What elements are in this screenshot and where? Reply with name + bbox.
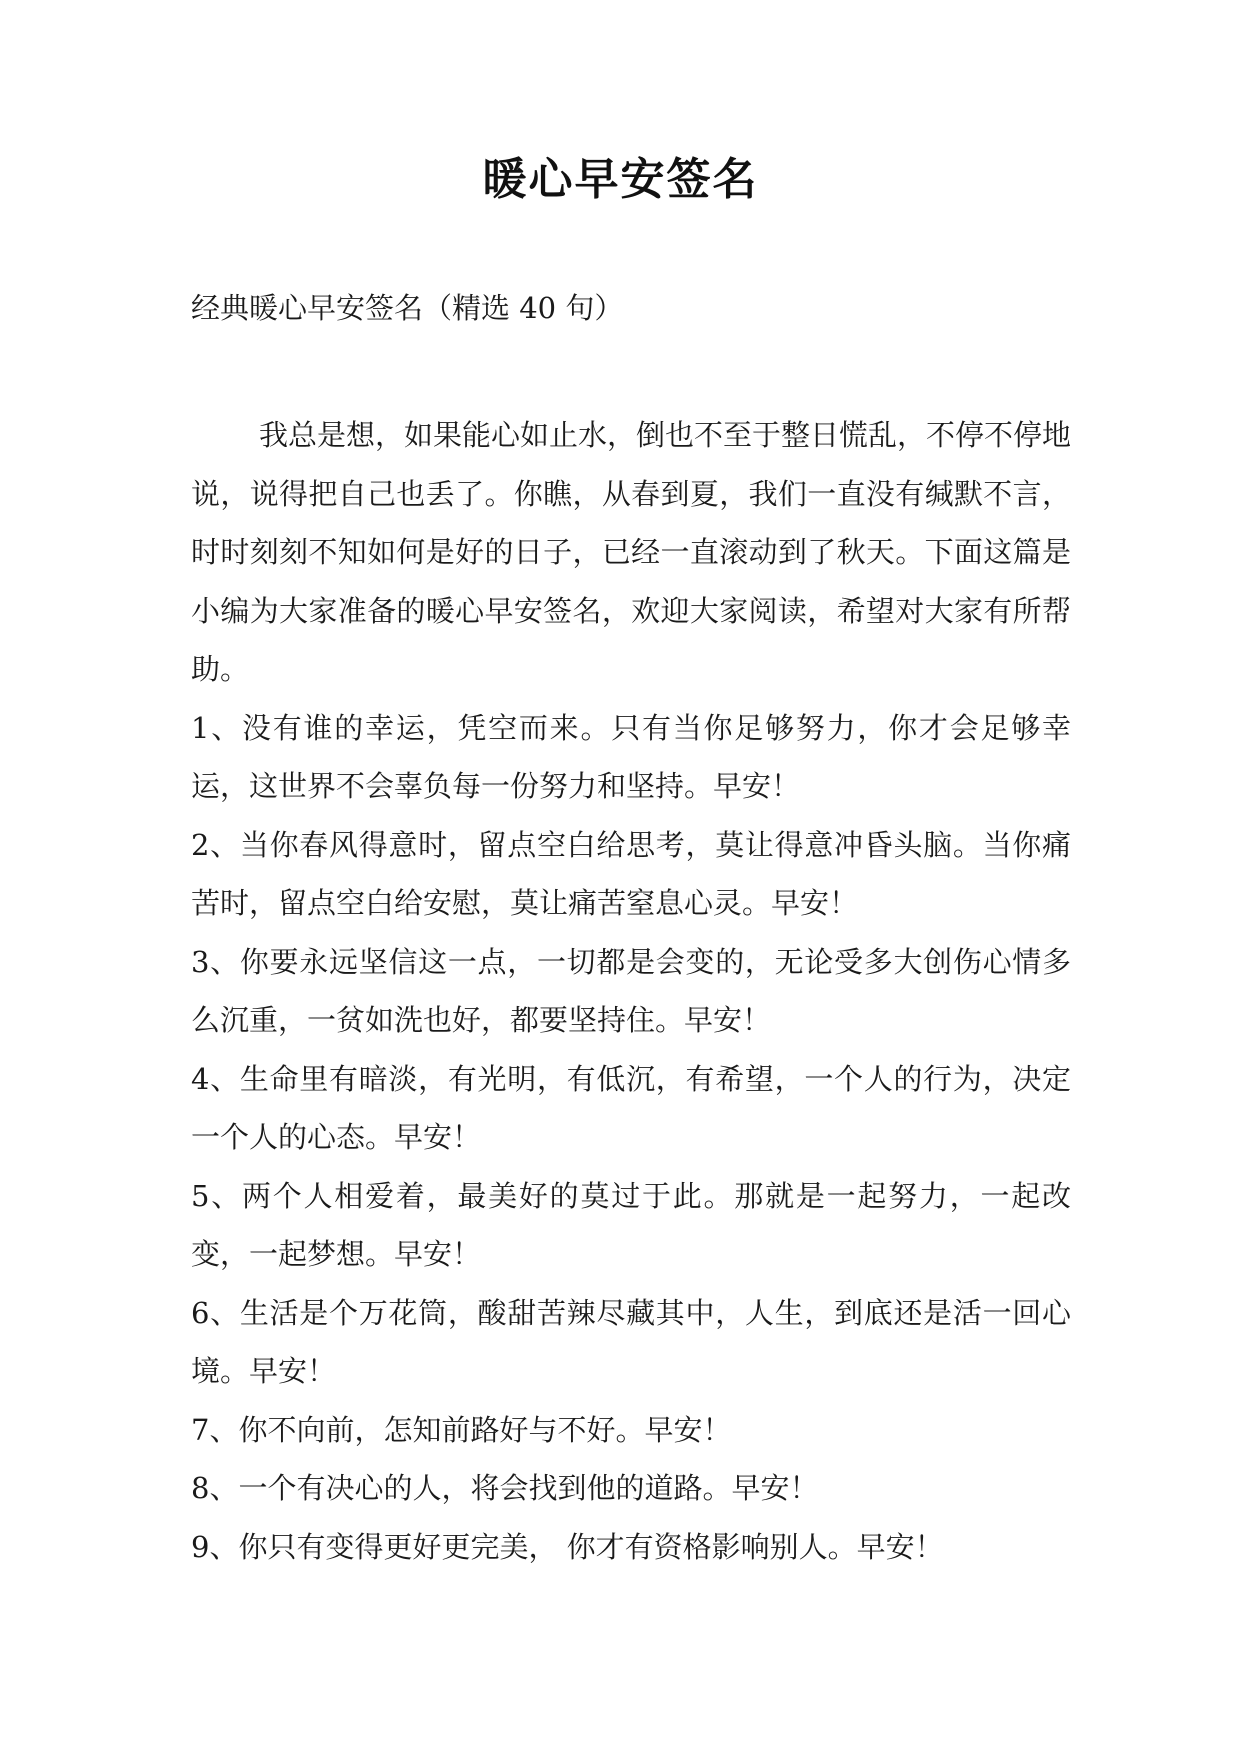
- list-item: 4、生命里有暗淡，有光明，有低沉，有希望，一个人的行为，决定一个人的心态。早安！: [191, 1061, 1071, 1154]
- list-item: 9、你只有变得更好更完美， 你才有资格影响别人。早安！: [191, 1529, 944, 1564]
- document-title: 暖心早安签名: [482, 154, 759, 205]
- list-item: 6、生活是个万花筒，酸甜苦辣尽藏其中，人生，到底还是活一回心境。早安！: [191, 1295, 1071, 1388]
- list-item: 7、你不向前，怎知前路好与不好。早安！: [191, 1412, 732, 1447]
- list-item: 5、两个人相爱着，最美好的莫过于此。那就是一起努力，一起改变，一起梦想。早安！: [191, 1178, 1071, 1271]
- document-subtitle: 经典暖心早安签名（精选 40 句）: [191, 291, 624, 325]
- intro-paragraph: 我总是想，如果能心如止水，倒也不至于整日慌乱，不停不停地说，说得把自己也丢了。你瞧，从春到夏，我们一直没有缄默不言，时时刻刻不知如何是好的日子，已经一直滚动到了秋天。下面这篇是小编为大家准备的暖心早安签名，欢迎大家阅读，希望对大家有所帮助。: [191, 418, 1072, 686]
- list-item: 2、当你春风得意时，留点空白给思考，莫让得意冲昏头脑。当你痛苦时，留点空白给安慰，莫让痛苦窒息心灵。早安！: [191, 827, 1071, 920]
- list-item: 1、没有谁的幸运，凭空而来。只有当你足够努力，你才会足够幸运，这世界不会辜负每一份努力和坚持。早安！: [191, 710, 1071, 803]
- list-item: 3、你要永远坚信这一点，一切都是会变的，无论受多大创伤心情多么沉重，一贫如洗也好，都要坚持住。早安！: [191, 944, 1071, 1037]
- document-body: [191, 406, 1071, 1576]
- list-item: 8、一个有决心的人，将会找到他的道路。早安！: [191, 1471, 819, 1505]
